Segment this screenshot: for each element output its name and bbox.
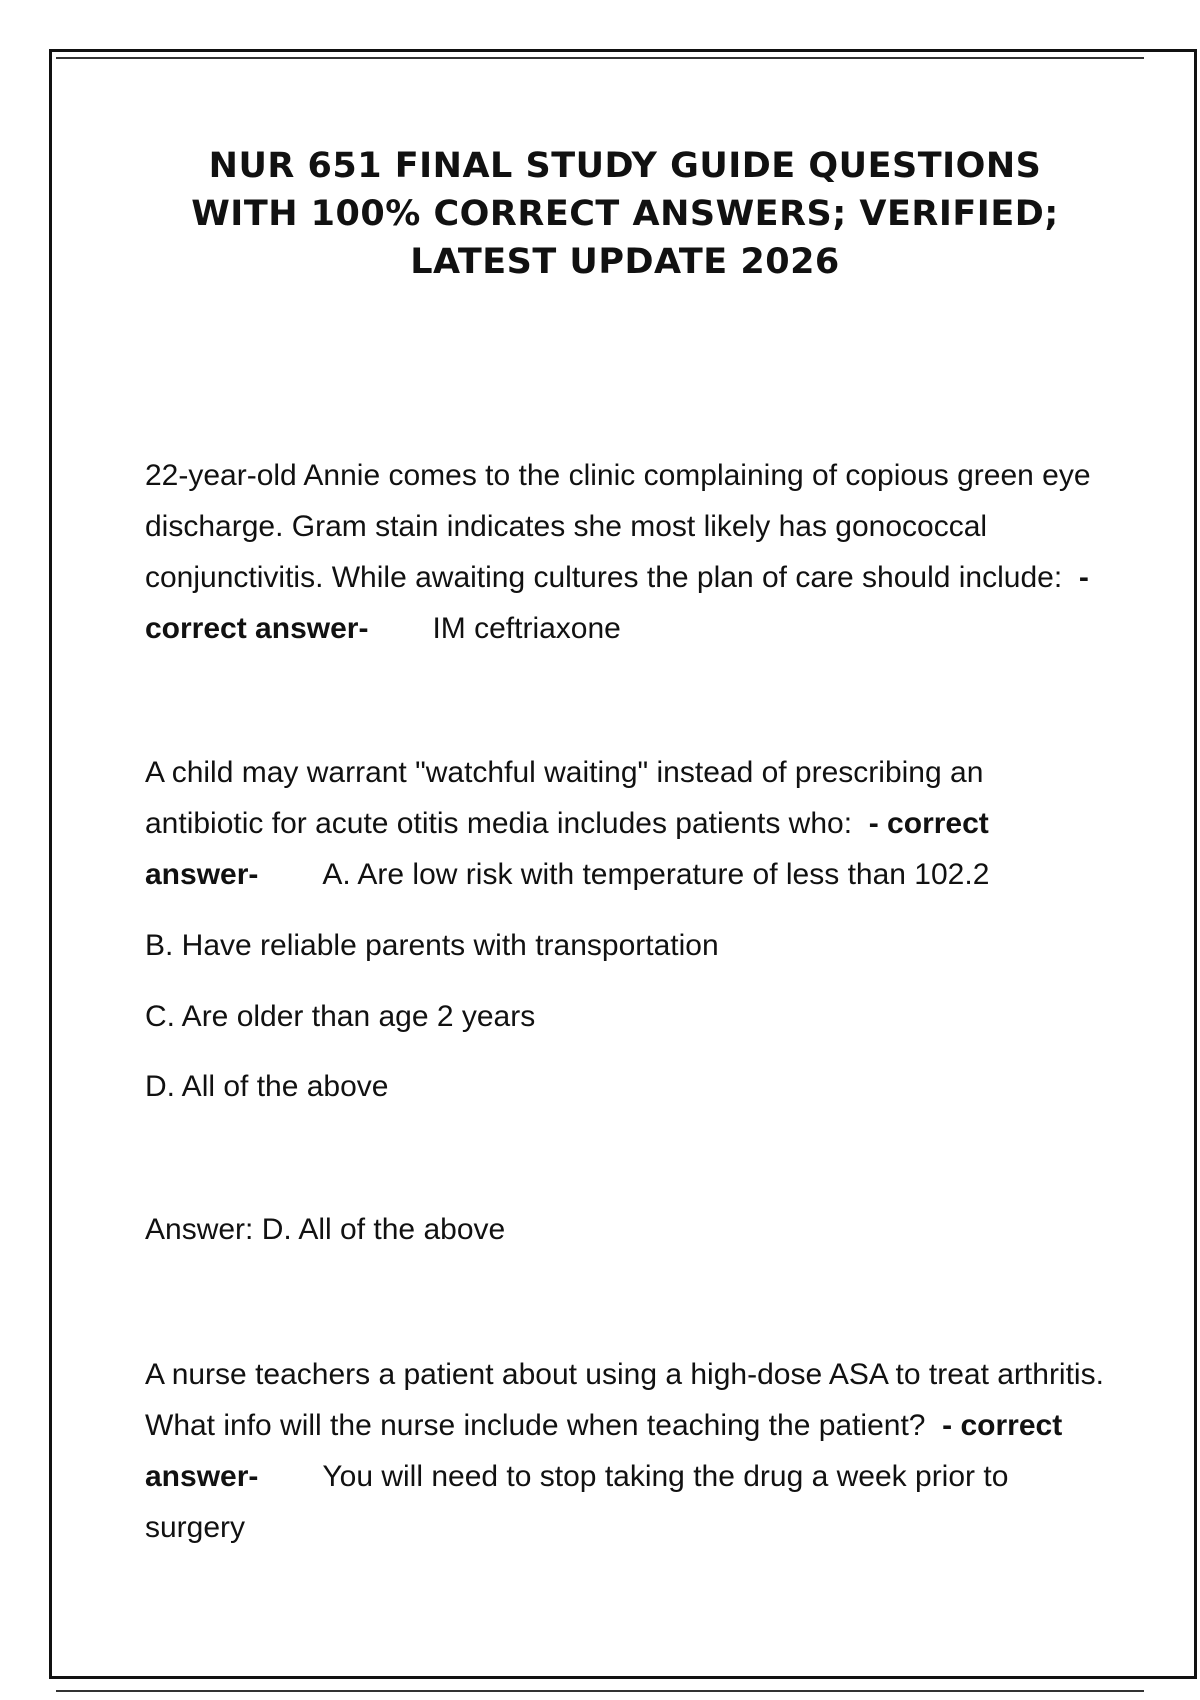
option-d: D. All of the above — [145, 1070, 389, 1103]
question-3-text: A nurse teachers a patient about using a high-dose ASA to treat arthritis. What info will the nurse include when teaching the patient? — [145, 1358, 1104, 1442]
answer-marker: - correct answer- — [145, 561, 1089, 645]
answer-marker: - correct answer- — [145, 807, 989, 891]
final-answer: Answer: D. All of the above — [145, 1213, 506, 1246]
answer-marker: - correct answer- — [145, 1409, 1063, 1493]
top-rule — [56, 57, 1144, 59]
question-1 — [145, 450, 1105, 654]
question-2-answer: A. Are low risk with temperature of less than 102.2 — [322, 858, 990, 891]
question-2 — [145, 747, 1105, 900]
option-c: C. Are older than age 2 years — [145, 1000, 536, 1033]
question-1-answer: IM ceftriaxone — [432, 612, 621, 645]
document-title: NUR 651 FINAL STUDY GUIDE QUESTIONS WITH 100% CORRECT ANSWERS; VERIFIED; LATEST UPDATE 2026 — [191, 146, 1059, 282]
question-2-text: A child may warrant "watchful waiting" instead of prescribing an antibiotic for acute otitis media includes patients who: — [145, 756, 984, 840]
bottom-rule — [56, 1690, 1144, 1692]
question-1-text: 22-year-old Annie comes to the clinic complaining of copious green eye discharge. Gram stain indicates she most likely has gonococcal conjunctivitis. While awaiting cultures the plan of care should include: — [145, 459, 1091, 594]
question-3 — [145, 1349, 1105, 1553]
option-b: B. Have reliable parents with transportation — [145, 929, 719, 962]
question-3-answer: You will need to stop taking the drug a week prior to surgery — [145, 1460, 1009, 1544]
